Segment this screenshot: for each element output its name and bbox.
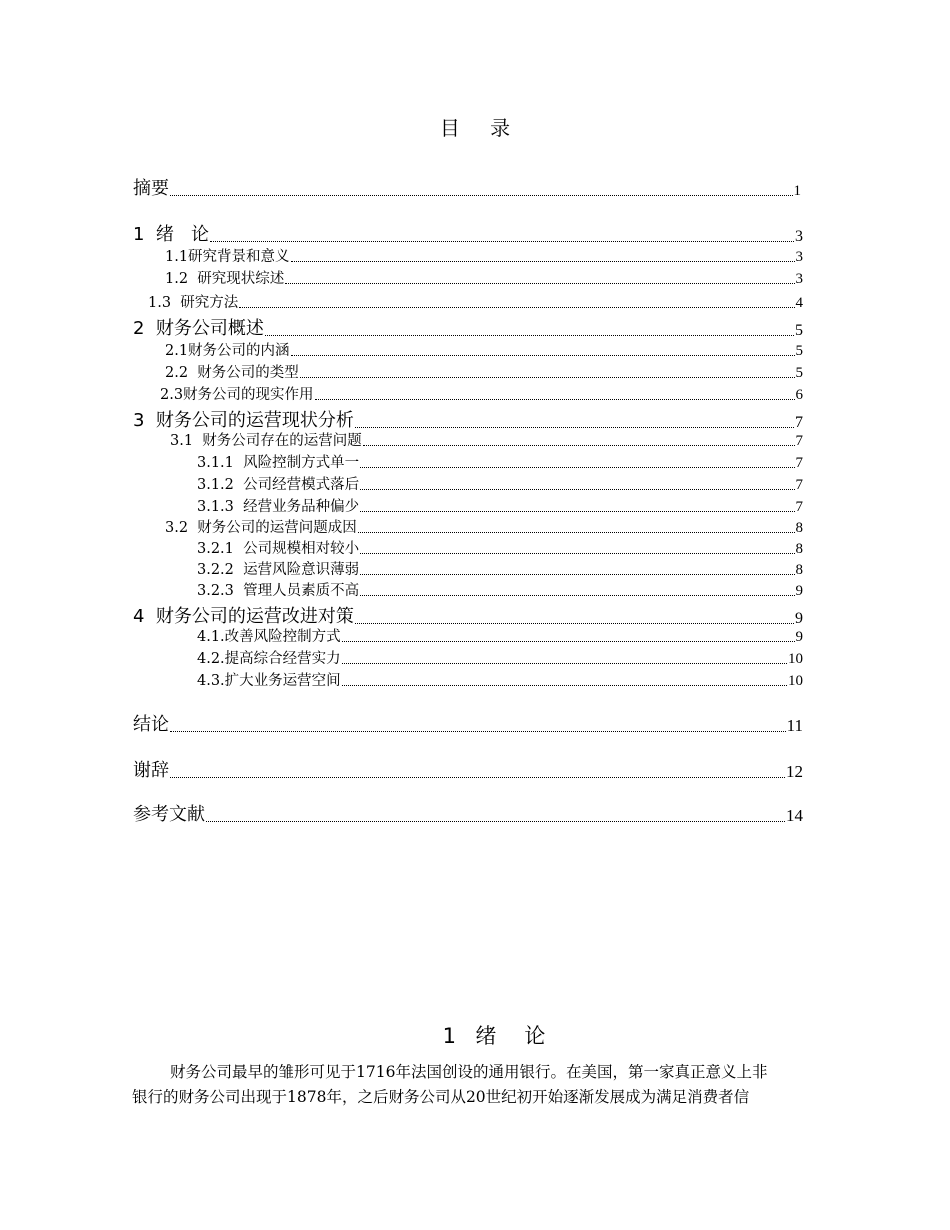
toc-leader <box>315 398 795 400</box>
toc-entry[interactable] <box>133 314 803 340</box>
toc-entry-page: 5 <box>795 365 803 381</box>
toc-entry-text: 1.1研究背景和意义 <box>165 249 290 265</box>
toc-entry[interactable] <box>160 383 803 404</box>
toc-entry-page: 12 <box>786 762 803 781</box>
toc-entry[interactable] <box>197 669 803 690</box>
toc-leader <box>342 684 787 686</box>
toc-leader <box>360 510 794 512</box>
toc-entry-text: 3 财务公司的运营现状分析 <box>133 410 354 431</box>
toc-entry[interactable] <box>170 429 803 450</box>
toc-entry[interactable] <box>165 339 803 360</box>
toc-entry-page: 8 <box>795 562 803 578</box>
toc-entry-page: 10 <box>788 651 803 667</box>
toc-entry[interactable] <box>165 267 803 288</box>
toc-entry-page: 9 <box>795 629 803 645</box>
toc-entry-text: 参考文献 <box>133 804 205 825</box>
toc-entry-page: 1 <box>793 183 801 199</box>
toc-title: 目 录 <box>439 116 523 140</box>
toc-entry[interactable] <box>197 473 803 494</box>
toc-entry-text: 4.3.扩大业务运营空间 <box>197 673 341 689</box>
toc-entry-text: 1.2 研究现状综述 <box>165 271 285 287</box>
toc-entry-page: 7 <box>795 414 803 431</box>
toc-entry[interactable] <box>148 291 803 312</box>
toc-entry[interactable] <box>165 245 803 266</box>
toc-entry-text: 3.2.1 公司规模相对较小 <box>197 541 360 557</box>
toc-entry[interactable] <box>133 174 801 200</box>
toc-leader <box>300 376 795 378</box>
toc-entry-text: 1.3 研究方法 <box>148 295 239 311</box>
toc-entry-text: 3.2 财务公司的运营问题成因 <box>165 520 357 536</box>
toc-entry[interactable] <box>197 558 803 579</box>
toc-entry[interactable] <box>197 451 803 472</box>
toc-entry-text: 1 绪 论 <box>133 224 210 245</box>
toc-leader <box>239 306 794 308</box>
toc-entry-page: 3 <box>795 271 803 287</box>
toc-leader <box>363 444 795 446</box>
toc-entry-text: 3.1 财务公司存在的运营问题 <box>170 433 362 449</box>
paragraph-line: 财务公司最早的雏形可见于1716年法国创设的通用银行。在美国，第一家真正意义上非 <box>170 1063 768 1081</box>
toc-entry[interactable] <box>165 516 803 537</box>
toc-entry[interactable] <box>197 647 803 668</box>
toc-leader <box>170 776 785 778</box>
toc-leader <box>342 640 795 642</box>
toc-leader <box>170 194 793 196</box>
toc-entry-page: 5 <box>795 322 803 339</box>
paragraph-line: 银行的财务公司出现于1878年，之后财务公司从20世纪初开始逐渐发展成为满足消费者信 <box>132 1088 750 1106</box>
toc-entry-page: 4 <box>795 295 803 311</box>
toc-leader <box>210 240 794 242</box>
toc-entry-page: 6 <box>795 387 803 403</box>
toc-entry-page: 9 <box>795 583 803 599</box>
toc-entry-text: 摘要 <box>133 178 169 199</box>
toc-entry-page: 7 <box>795 477 803 493</box>
toc-entry-page: 7 <box>795 499 803 515</box>
toc-entry-text: 4.1.改善风险控制方式 <box>197 629 341 645</box>
toc-entry[interactable] <box>197 537 803 558</box>
toc-entry[interactable] <box>133 710 803 736</box>
toc-entry[interactable] <box>133 220 803 246</box>
toc-entry-text: 谢辞 <box>133 760 169 781</box>
section-heading: 1 绪 论 <box>442 1024 548 1048</box>
toc-entry-page: 8 <box>795 541 803 557</box>
toc-entry-text: 3.2.3 管理人员素质不高 <box>197 583 360 599</box>
toc-entry[interactable] <box>133 800 803 826</box>
toc-entry-text: 3.1.2 公司经营模式落后 <box>197 477 360 493</box>
toc-entry-text: 4 财务公司的运营改进对策 <box>133 606 354 627</box>
toc-leader <box>291 354 795 356</box>
toc-entry-text: 4.2.提高综合经营实力 <box>197 651 341 667</box>
toc-entry-page: 9 <box>795 610 803 627</box>
toc-entry[interactable] <box>197 625 803 646</box>
toc-entry-page: 11 <box>786 716 803 735</box>
toc-entry-text: 2.3财务公司的现实作用 <box>160 387 314 403</box>
toc-leader <box>355 426 794 428</box>
toc-entry-page: 10 <box>788 673 803 689</box>
toc-entry-page: 7 <box>795 433 803 449</box>
toc-entry-text: 2.2 财务公司的类型 <box>165 365 299 381</box>
toc-entry-page: 3 <box>795 228 803 245</box>
toc-leader <box>342 662 787 664</box>
toc-leader <box>360 488 794 490</box>
toc-entry-text: 2.1财务公司的内涵 <box>165 343 290 359</box>
toc-leader <box>360 552 794 554</box>
toc-entry-text: 3.2.2 运营风险意识薄弱 <box>197 562 360 578</box>
toc-entry-text: 结论 <box>133 714 169 735</box>
toc-leader <box>265 334 794 336</box>
toc-entry-text: 3.1.3 经营业务品种偏少 <box>197 499 360 515</box>
toc-leader <box>285 282 794 284</box>
toc-entry-page: 8 <box>795 520 803 536</box>
toc-leader <box>360 573 794 575</box>
toc-entry-page: 3 <box>795 249 803 265</box>
toc-leader <box>360 466 794 468</box>
body-paragraph <box>132 1060 862 1110</box>
toc-entry-page: 5 <box>795 343 803 359</box>
toc-leader <box>206 820 785 822</box>
toc-leader <box>358 531 795 533</box>
toc-entry[interactable] <box>197 579 803 600</box>
toc-entry[interactable] <box>133 756 803 782</box>
toc-entry-page: 14 <box>786 806 803 825</box>
toc-leader <box>360 594 794 596</box>
toc-leader <box>291 260 795 262</box>
toc-entry-page: 7 <box>795 455 803 471</box>
toc-entry-text: 3.1.1 风险控制方式单一 <box>197 455 360 471</box>
toc-entry[interactable] <box>165 361 803 382</box>
toc-entry[interactable] <box>197 495 803 516</box>
toc-leader <box>355 622 794 624</box>
toc-entry-text: 2 财务公司概述 <box>133 318 264 339</box>
toc-leader <box>170 730 786 732</box>
